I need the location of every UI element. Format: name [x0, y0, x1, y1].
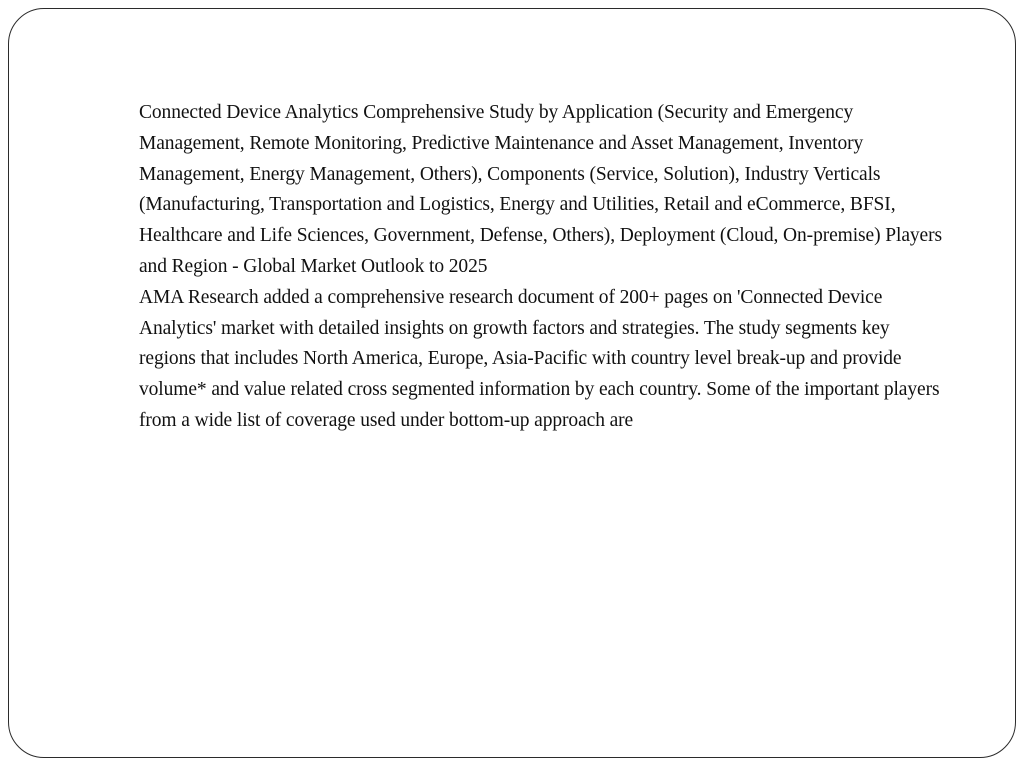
title-paragraph: Connected Device Analytics Comprehensive Study by Application (Security and Emergency Management, Remote Monitoring, Predictive Maintenance and Asset Management, Inventory Management, Energy Management, Others), Components (Service, Solution), Industry Verticals (Manufacturing, Transportation and Logistics, Energy and Utilities, Retail and eCommerce, BFSI, Healthcare and Life Sciences, Government, Defense, Others), Deployment (Cloud, On-premise) Players and Region - Global Market Outlook to 2025 [139, 102, 942, 277]
description-paragraph: AMA Research added a comprehensive research document of 200+ pages on 'Connected Device Analytics' market with detailed insights on growth factors and strategies. The study segments key regions that includes North America, Europe, Asia-Pacific with country level break-up and provide volume* and value related cross segmented information by each country. Some of the important players from a wide list of coverage used under bottom-up approach are [139, 286, 940, 431]
slide-text-body [139, 98, 951, 437]
slide-frame [8, 8, 1016, 758]
